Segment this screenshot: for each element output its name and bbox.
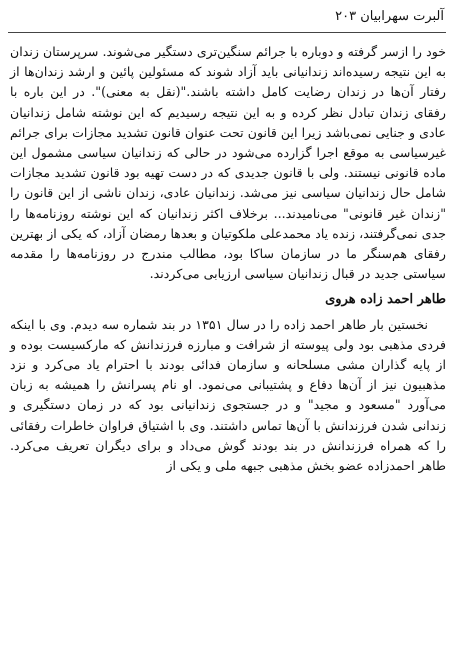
section-heading: طاهر احمد زاده هروی xyxy=(325,292,446,308)
paragraph-1: خود را ازسر گرفته و دوباره با جرائم سنگین‌تری دستگیر می‌شوند. سرپرستان زندان به این نتیجه رسیده‌اند زندانیانی باید آزاد شوند که مسئولین پائین و ارشد زندان‌ها از رفتار آن‌ها در زندان رضایت کامل داشته باشند."(نقل به معنی)". در این باره با رفقای زندان تبادل نظر کرده و به این نتیجه رسیدیم که این نوشته شامل زندانیان عادی و جنایی نمی‌باشد زیرا این قانون تحت عنوان قانون تشدید مجازات برای جرائم غیرسیاسی به موقع اجرا گزارده می‌شود در حالی که زندانیان سیاسی مشمول این ماده قانونی نیستند. ولی با قانون جدیدی که در دست تهیه بود قانون تشدید مجازات شامل حال زندانیان سیاسی نیز می‌شد. زندانیان عادی، زندان ناشی از این قانون را "زندان غیر قانونی" می‌نامیدند... برخلاف اکثر زندانیان که این نوشته روزنامه‌ها را جدی نمی‌گرفتند، زنده یاد محمدعلی ملکوتیان و بعدها رمضان آزاد، که یکی از بهترین رفقای هم‌سنگر ما در سازمان ساکا بود، مطالب مندرج در روزنامه‌ها را مقدمه سیاستی جدید در قبال زندانیان سیاسی ارزیابی می‌کردند. xyxy=(10,44,446,282)
paragraph-2: نخستین بار طاهر احمد زاده را در سال ۱۳۵۱ در بند شماره سه دیدم. وی با اینکه فردی مذهبی بود ولی پیوسته از شرافت و مبارزه فرزندانش که مارکسیست بوده و از پایه گذاران مشی مسلحانه و سازمان فدائی بودند با احترام یاد می‌کرد و نزد مذهبیون نیز از آن‌ها دفاع و پشتیبانی می‌نمود. او نام پسرانش را همیشه به زبان می‌آورد "مسعود و مجید" و در جستجوی زندانیانی بود که در زمان دستگیری و زندانی شدن فرزندانش با آن‌ها تماس داشتند. وی با اشتیاق فراوان خاطرات رفقائی را که همراه فرزندانش در بند بودند گوش می‌داد و برای دیگران تعریف می‌کرد. طاهر احمدزاده عضو بخش مذهبی جبهه ملی و یکی از xyxy=(10,316,446,474)
running-head xyxy=(10,6,444,28)
header-rule xyxy=(8,32,446,33)
running-head-text: آلبرت سهرابیان ۲۰۳ xyxy=(335,9,444,24)
page-body xyxy=(10,42,446,476)
